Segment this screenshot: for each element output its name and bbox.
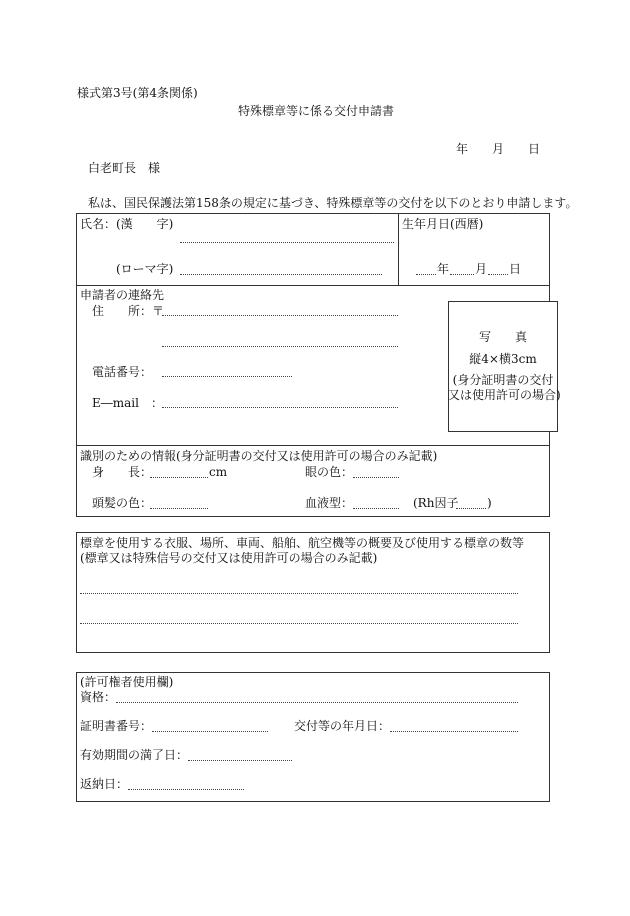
form-number: 様式第3号(第4条関係) [77, 86, 198, 100]
photo-box[interactable] [448, 301, 561, 432]
expiry-date-label: 有効期間の満了日： [80, 748, 189, 762]
authority-heading: (許可権者使用欄) [80, 675, 174, 689]
email-label: E―mail ： [92, 396, 163, 410]
qualification-label: 資格： [80, 690, 117, 704]
certificate-number-label: 証明書番号： [80, 719, 153, 733]
name-section-divider [398, 213, 399, 286]
address-field-line1[interactable] [162, 315, 398, 316]
date-month-label: 月 [492, 142, 505, 156]
birth-month-field[interactable] [450, 274, 474, 275]
date-day-label: 日 [528, 142, 541, 156]
addressee: 白老町長 様 [88, 161, 161, 175]
photo-note-line1: (身分証明書の交付 [452, 373, 554, 387]
birth-year-label: 年 [437, 262, 450, 276]
return-date-field[interactable] [128, 789, 244, 790]
photo-size: 縦4×横3cm [469, 352, 537, 366]
birth-year-field[interactable] [416, 274, 436, 275]
birth-day-field[interactable] [488, 274, 508, 275]
phone-label: 電話番号： [92, 365, 153, 379]
blood-type-label: 血液型： [305, 496, 354, 510]
certificate-number-field[interactable] [152, 731, 268, 732]
address-field-line2[interactable] [162, 346, 398, 347]
birth-month-label: 月 [475, 262, 488, 276]
usage-field-line2[interactable] [80, 623, 518, 624]
usage-line2: (標章又は特殊信号の交付又は使用許可の場合のみ記載) [80, 551, 378, 565]
contact-heading: 申請者の連絡先 [80, 288, 165, 302]
photo-note-line2: 又は使用許可の場合) [448, 388, 561, 402]
usage-line1: 標章を使用する衣服、場所、車両、船舶、航空機等の概要及び使用する標章の数等 [80, 536, 525, 550]
phone-field[interactable] [162, 376, 292, 377]
photo-title: 写 真 [478, 330, 527, 344]
birth-day-label: 日 [509, 262, 522, 276]
return-date-label: 返納日： [80, 777, 129, 791]
hair-color-field[interactable] [150, 508, 208, 509]
usage-field-line1[interactable] [80, 593, 518, 594]
name-kanji-field[interactable] [180, 242, 394, 243]
rh-factor-label: (Rh因子 [413, 496, 459, 510]
issue-date-field[interactable] [390, 731, 518, 732]
date-year-label: 年 [456, 142, 469, 156]
rh-factor-close: ) [487, 496, 492, 510]
eye-color-field[interactable] [353, 477, 399, 478]
email-field[interactable] [162, 407, 398, 408]
birth-date-label: 生年月日(西暦) [402, 217, 484, 231]
intro-text: 私は、国民保護法第158条の規定に基づき、特殊標章等の交付を以下のとおり申請します。 [88, 196, 578, 210]
name-kanji-label: 氏名：(漢 字) [80, 217, 174, 231]
qualification-field[interactable] [116, 702, 518, 703]
issue-date-label: 交付等の年月日： [294, 719, 391, 733]
hair-color-label: 頭髪の色： [92, 496, 153, 510]
height-field[interactable] [150, 477, 208, 478]
eye-color-label: 眼の色： [305, 465, 354, 479]
height-label: 身 長： [92, 465, 153, 479]
blood-type-field[interactable] [353, 508, 399, 509]
authority-section [76, 672, 550, 802]
name-romaji-label: (ローマ字) [116, 262, 174, 276]
name-romaji-field[interactable] [180, 274, 382, 275]
page-title: 特殊標章等に係る交付申請書 [238, 104, 395, 118]
address-label: 住 所：〒 [92, 304, 165, 318]
height-unit: cm [209, 465, 228, 479]
rh-factor-field[interactable] [456, 508, 486, 509]
identification-heading: 識別のための情報(身分証明書の交付又は使用許可の場合のみ記載) [80, 449, 438, 463]
expiry-date-field[interactable] [188, 760, 292, 761]
